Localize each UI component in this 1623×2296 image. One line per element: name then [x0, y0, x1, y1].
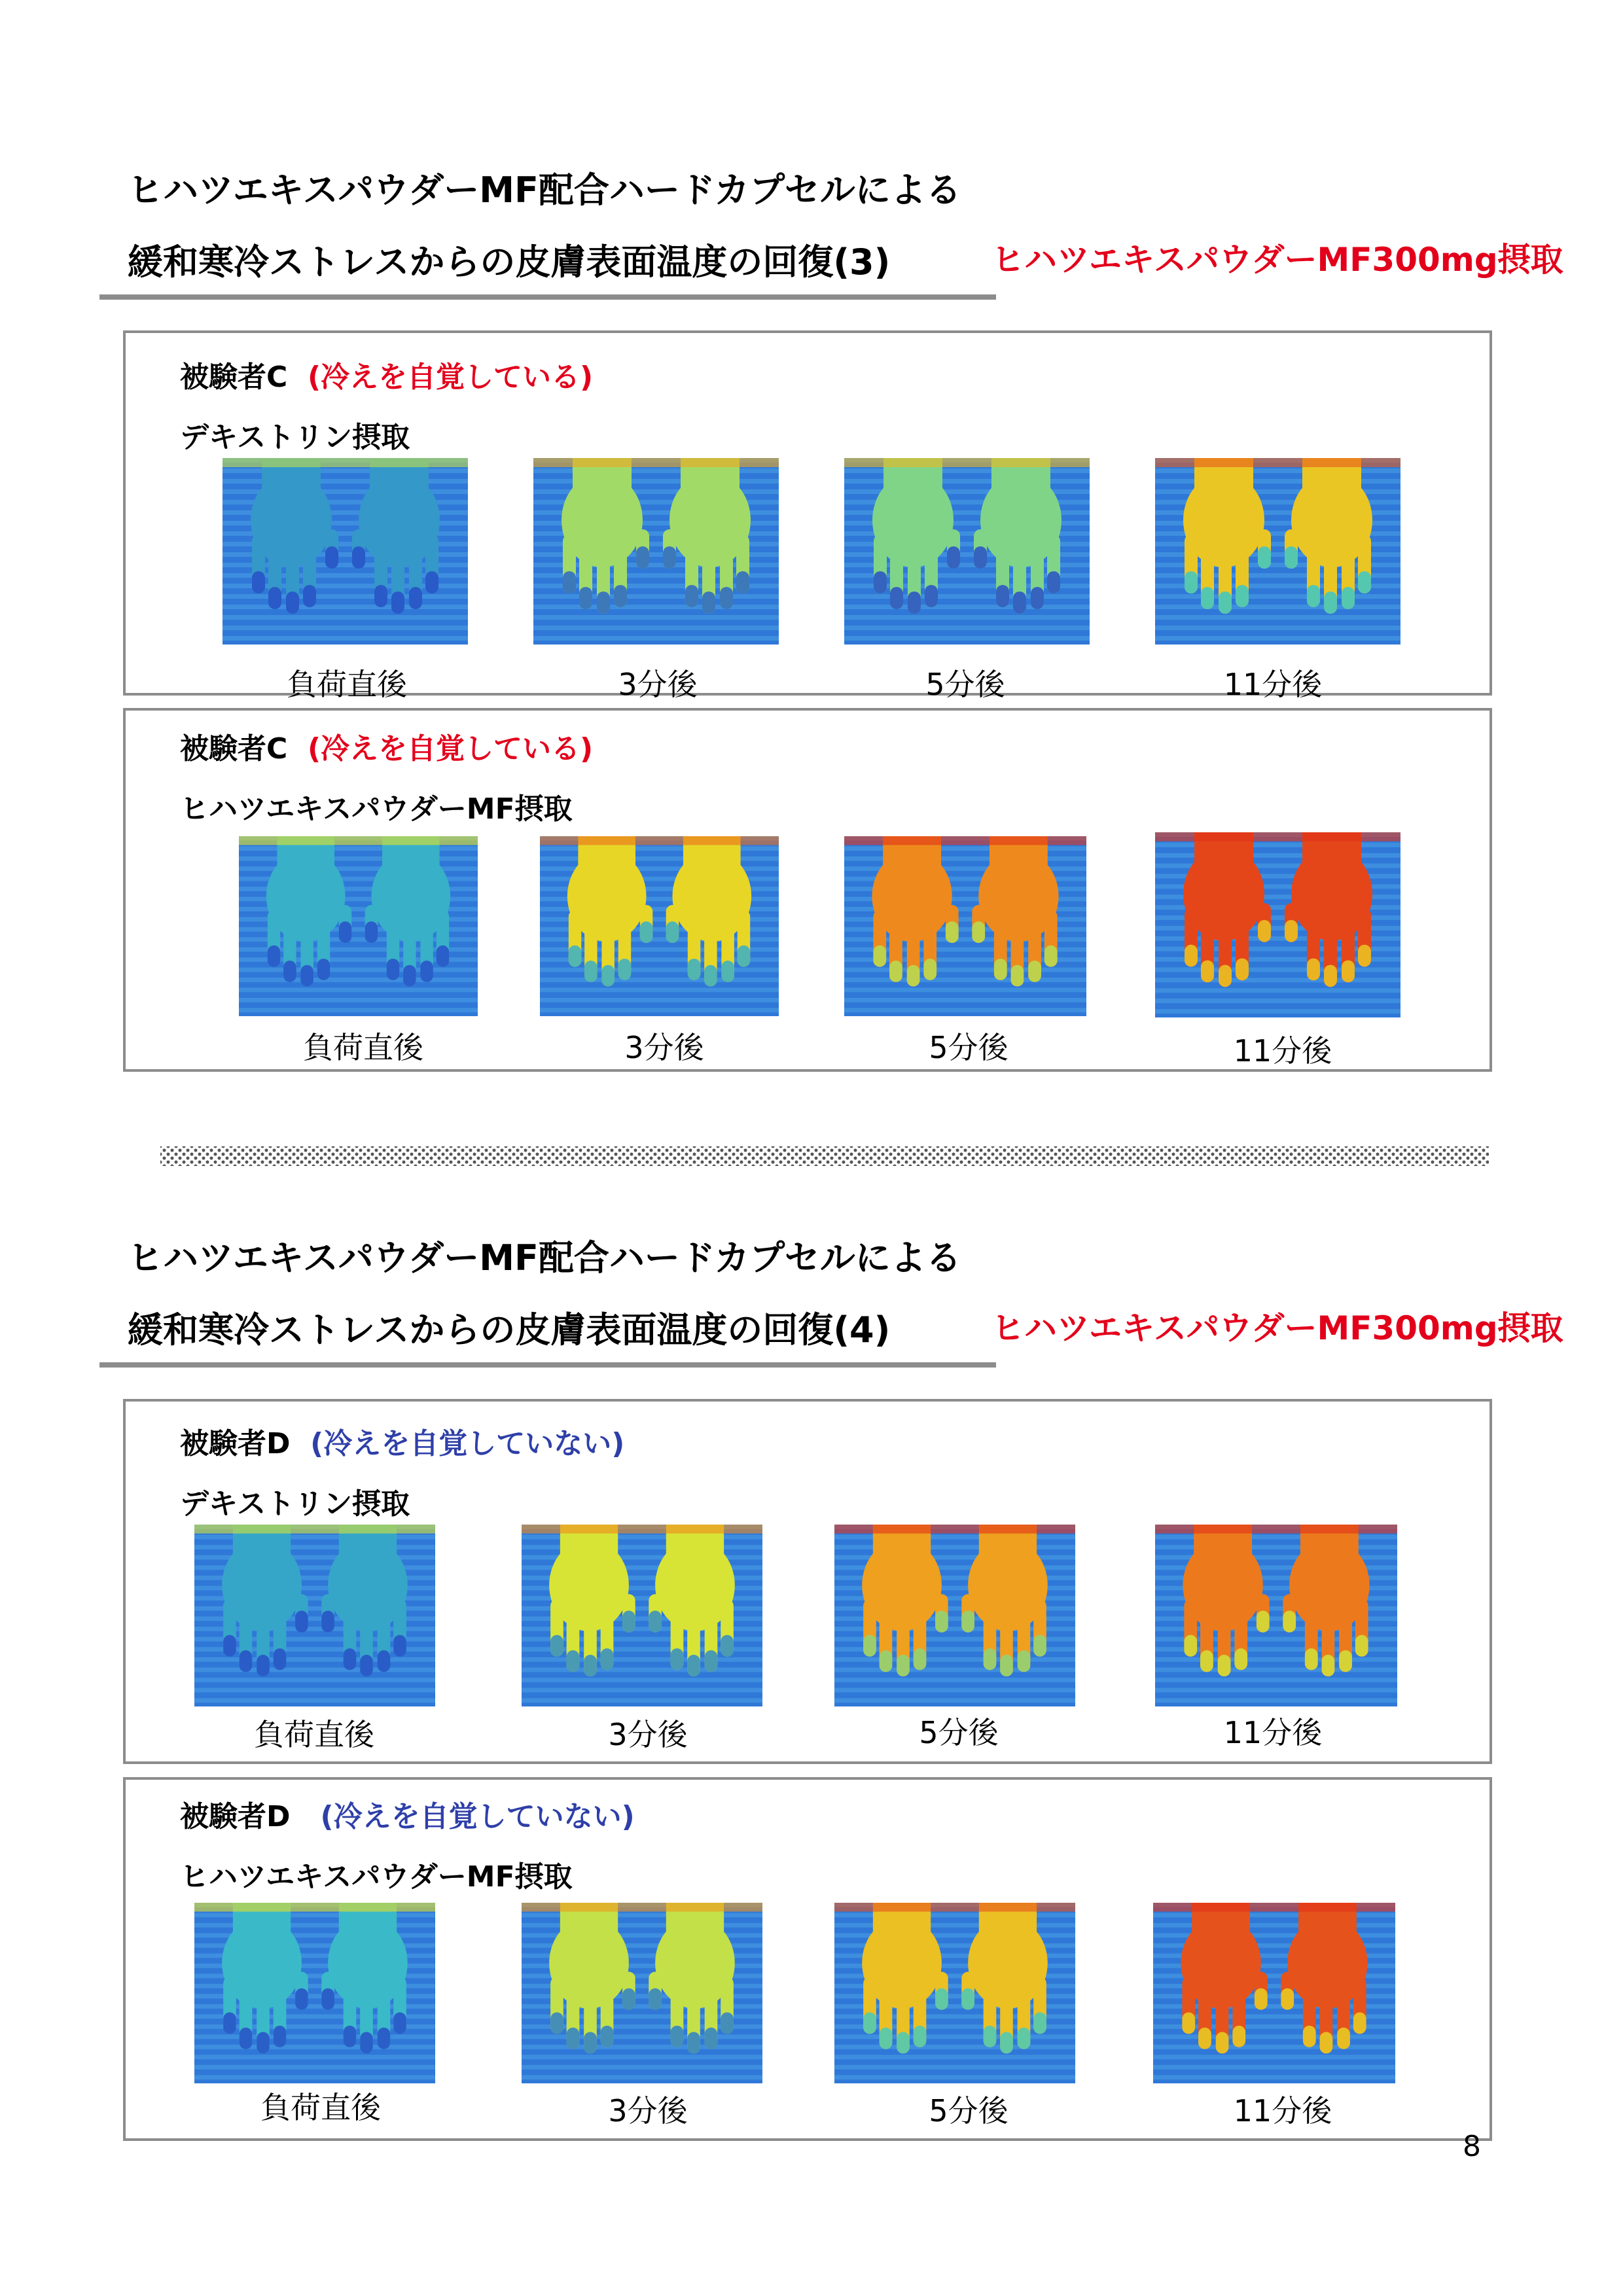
panel-3-condition: デキストリン摂取	[180, 1487, 410, 1521]
image-caption: 11分後	[1223, 667, 1323, 702]
thermal-image	[834, 1903, 1075, 2083]
thermal-image	[844, 458, 1090, 645]
image-caption: 3分後	[624, 1030, 704, 1065]
thermal-image	[834, 1525, 1075, 1706]
image-caption: 3分後	[608, 2093, 688, 2128]
panel-4-note: (冷えを自覚していない)	[320, 1800, 635, 1833]
image-caption: 5分後	[919, 1715, 999, 1750]
image-caption: 5分後	[929, 1030, 1008, 1065]
page-number: 8	[1463, 2130, 1481, 2163]
panel-3-subject: 被験者D (冷えを自覚していない)	[180, 1427, 625, 1460]
image-caption: 3分後	[608, 1717, 688, 1752]
thermal-image	[540, 836, 779, 1016]
image-caption: 11分後	[1233, 1033, 1332, 1069]
thermal-image	[844, 836, 1086, 1016]
image-caption: 3分後	[618, 667, 698, 702]
panel-4-subject: 被験者D (冷えを自覚していない)	[180, 1800, 635, 1833]
thermal-image	[194, 1525, 435, 1706]
image-caption: 負荷直後	[303, 1030, 423, 1065]
section-1-intake-label: ヒハツエキスパウダーMF300mg摂取	[991, 241, 1563, 279]
section-2-rule	[99, 1362, 996, 1368]
section-2-title-line2: 緩和寒冷ストレスからの皮膚表面温度の回復(4)	[128, 1309, 891, 1351]
image-caption: 5分後	[929, 2093, 1008, 2128]
panel-3-note: (冷えを自覚していない)	[310, 1427, 625, 1460]
thermal-image	[522, 1903, 762, 2083]
section-1-title-line2: 緩和寒冷ストレスからの皮膚表面温度の回復(3)	[128, 241, 891, 283]
thermal-image	[194, 1903, 435, 2083]
section-2-title-line1: ヒハツエキスパウダーMF配合ハードカプセルによる	[128, 1237, 961, 1279]
thermal-image	[533, 458, 779, 645]
panel-1-note: (冷えを自覚している)	[307, 361, 594, 394]
image-caption: 負荷直後	[287, 667, 407, 702]
section-2-intake-label: ヒハツエキスパウダーMF300mg摂取	[991, 1309, 1563, 1347]
panel-1-subject: 被験者C (冷えを自覚している)	[180, 361, 594, 394]
image-caption: 負荷直後	[260, 2090, 381, 2125]
section-1-rule	[99, 294, 996, 300]
section-divider	[160, 1146, 1489, 1166]
panel-1-condition: デキストリン摂取	[180, 421, 410, 454]
image-caption: 負荷直後	[254, 1717, 374, 1752]
thermal-image	[239, 836, 478, 1016]
section-1-title-line1: ヒハツエキスパウダーMF配合ハードカプセルによる	[128, 169, 961, 211]
panel-2-condition: ヒハツエキスパウダーMF摂取	[180, 792, 573, 826]
image-caption: 11分後	[1223, 1715, 1323, 1750]
thermal-image	[1153, 1903, 1395, 2083]
panel-4-condition: ヒハツエキスパウダーMF摂取	[180, 1860, 573, 1894]
panel-2-subject: 被験者C (冷えを自覚している)	[180, 732, 594, 766]
thermal-image	[223, 458, 468, 645]
image-caption: 11分後	[1233, 2093, 1332, 2128]
image-caption: 5分後	[925, 667, 1005, 702]
thermal-image	[1155, 832, 1400, 1017]
panel-2-note: (冷えを自覚している)	[307, 732, 594, 766]
thermal-image	[1155, 458, 1400, 645]
thermal-image	[522, 1525, 762, 1706]
thermal-image	[1155, 1525, 1397, 1706]
